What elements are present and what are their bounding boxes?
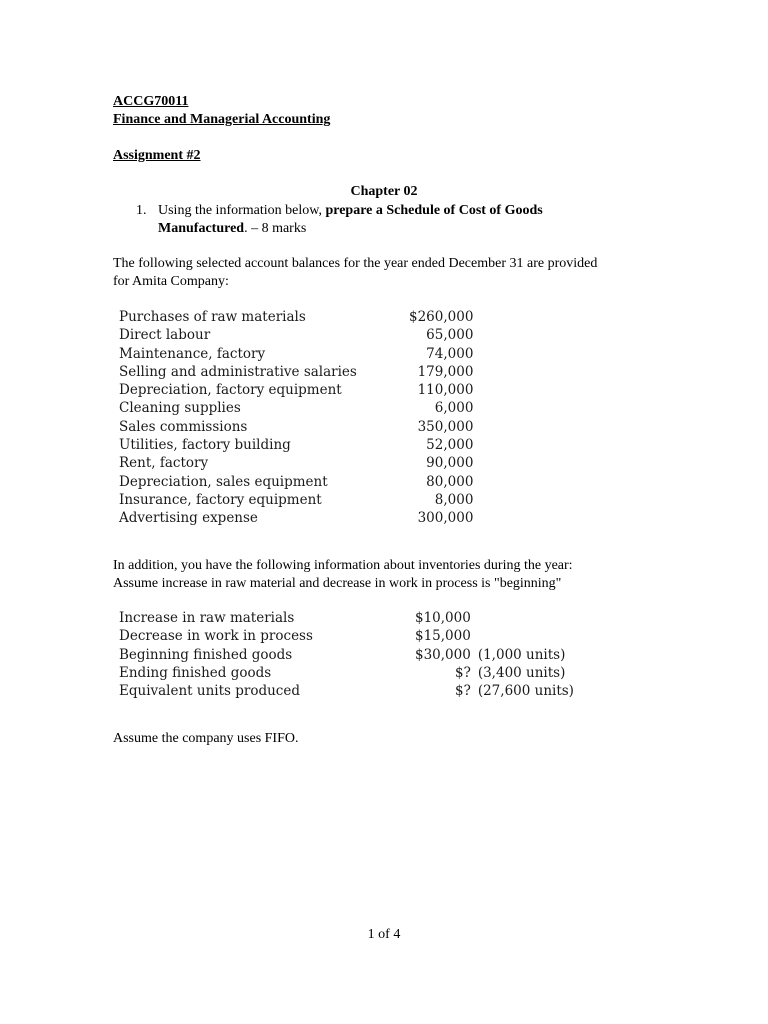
inventory-item-units: [471, 627, 574, 645]
inventory-intro-line1: In addition, you have the following information about inventories during the year:: [113, 558, 573, 573]
inventory-item-amount: $10,000: [415, 610, 471, 626]
inventory-item-units: (1,000 units): [477, 646, 566, 663]
account-amount: 350,000: [417, 418, 474, 435]
account-amount: 110,000: [417, 382, 474, 399]
balance-row: [119, 454, 473, 472]
inventory-item-name: Increase in raw materials: [119, 610, 295, 626]
account-name: Rent, factory: [119, 455, 209, 472]
account-amount: 80,000: [426, 473, 474, 490]
balance-row: [119, 326, 473, 344]
account-name: Selling and administrative salaries: [119, 363, 357, 380]
balance-row: [119, 509, 473, 527]
fifo-note: Assume the company uses FIFO.: [113, 731, 299, 746]
balance-row: [119, 418, 473, 436]
question-suffix: . – 8 marks: [244, 221, 307, 236]
account-amount: 179,000: [417, 363, 474, 380]
inventory-intro-line2: Assume increase in raw material and decrease in work in process is "beginning": [113, 576, 562, 591]
inventory-row: [119, 609, 574, 627]
account-balances-table: [119, 308, 473, 528]
balance-row: [119, 473, 473, 491]
balance-row: [119, 308, 473, 326]
inventory-item-amount: $15,000: [415, 628, 471, 645]
inventory-item-units: [471, 609, 574, 627]
question-number: 1.: [136, 203, 147, 218]
inventory-item-name: Ending finished goods: [119, 664, 272, 681]
balances-intro-line1: The following selected account balances for the year ended December 31 are provided: [113, 256, 598, 271]
balance-row: [119, 345, 473, 363]
balance-row: [119, 381, 473, 399]
account-name: Sales commissions: [119, 418, 248, 435]
course-name: Finance and Managerial Accounting: [113, 112, 331, 127]
account-name: Purchases of raw materials: [119, 309, 306, 325]
inventory-row: [119, 627, 574, 645]
account-amount: 65,000: [426, 327, 474, 344]
account-amount: 52,000: [426, 437, 474, 454]
account-amount: 8,000: [434, 491, 474, 508]
account-amount: 74,000: [426, 345, 474, 362]
question-bold-line1: prepare a Schedule of Cost of Goods: [325, 203, 543, 218]
inventory-item-units: (27,600 units): [477, 683, 574, 700]
inventory-row: [119, 646, 574, 664]
account-name: Depreciation, factory equipment: [119, 382, 342, 399]
account-name: Insurance, factory equipment: [119, 491, 322, 508]
inventory-row: [119, 682, 574, 700]
inventory-item-name: Equivalent units produced: [119, 683, 301, 700]
account-name: Maintenance, factory: [119, 345, 266, 362]
account-name: Utilities, factory building: [119, 437, 291, 454]
inventory-item-amount: $?: [455, 683, 471, 700]
inventory-item-name: Beginning finished goods: [119, 646, 293, 663]
account-name: Direct labour: [119, 327, 211, 344]
account-name: Cleaning supplies: [119, 400, 241, 417]
account-amount: 300,000: [417, 510, 474, 527]
inventory-item-amount: $30,000: [415, 646, 471, 663]
assignment-title: Assignment #2: [113, 148, 201, 163]
inventory-item-name: Decrease in work in process: [119, 628, 313, 645]
account-name: Advertising expense: [119, 510, 258, 527]
balance-row: [119, 363, 473, 381]
inventory-item-units: (3,400 units): [477, 664, 566, 681]
account-amount: $260,000: [409, 309, 474, 325]
question-bold-line2: Manufactured: [158, 221, 245, 236]
chapter-heading: Chapter 02: [350, 184, 418, 199]
balance-row: [119, 436, 473, 454]
account-amount: 90,000: [426, 455, 474, 472]
balance-row: [119, 399, 473, 417]
inventory-item-amount: $?: [455, 664, 471, 681]
balances-intro: [113, 255, 653, 291]
page-number: 1 of 4: [367, 927, 401, 942]
question-intro: Using the information below,: [158, 203, 326, 218]
inventory-row: [119, 664, 574, 682]
question-text: [158, 202, 618, 238]
account-name: Depreciation, sales equipment: [119, 473, 328, 490]
balances-intro-line2: for Amita Company:: [113, 274, 229, 289]
balance-row: [119, 491, 473, 509]
account-amount: 6,000: [434, 400, 474, 417]
inventory-intro: [113, 557, 653, 593]
course-code: ACCG70011: [113, 94, 189, 109]
inventory-table: [119, 609, 574, 700]
